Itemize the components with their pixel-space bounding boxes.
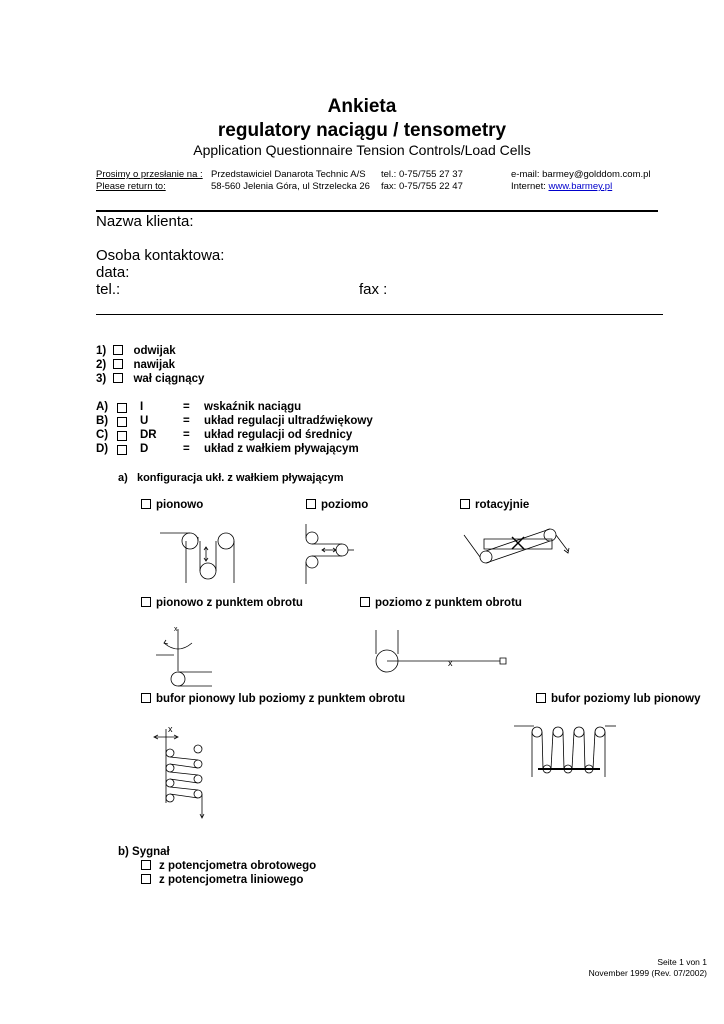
item-label: nawijak xyxy=(133,359,175,371)
checkbox[interactable] xyxy=(113,373,123,383)
checkbox[interactable] xyxy=(117,445,127,455)
application-item-3[interactable] xyxy=(96,373,204,385)
return-label-en: Please return to: xyxy=(96,181,166,192)
checkbox[interactable] xyxy=(306,499,316,509)
diagram-buffer xyxy=(512,722,617,780)
item-number: 2) xyxy=(96,359,107,371)
checkbox[interactable] xyxy=(117,417,127,427)
type-eq: = xyxy=(183,429,190,441)
company-address: 58-560 Jelenia Góra, ul Strzelecka 26 xyxy=(211,181,370,192)
page-subtitle-english: Application Questionnaire Tension Controls/Load Cells xyxy=(193,142,531,158)
option-label: bufor poziomy lub pionowy xyxy=(551,693,701,705)
option-horizontal[interactable] xyxy=(306,499,368,511)
application-item-2[interactable] xyxy=(96,359,175,371)
type-code: I xyxy=(140,401,144,413)
item-number: 3) xyxy=(96,373,107,385)
application-item-1[interactable] xyxy=(96,345,176,357)
page-number: Seite 1 von 1 xyxy=(657,957,707,967)
option-rotary[interactable] xyxy=(460,499,529,511)
item-label: wał ciągnący xyxy=(133,373,205,385)
checkbox[interactable] xyxy=(141,693,151,703)
type-desc: układ regulacji ultradźwiękowy xyxy=(204,415,373,427)
return-label-pl: Prosimy o przesłanie na : xyxy=(96,169,203,180)
contact-person-field: Osoba kontaktowa: xyxy=(96,247,225,264)
diagram-rotary-dancer xyxy=(462,525,572,570)
option-label: z potencjometra obrotowego xyxy=(159,860,317,872)
option-label: poziomo z punktem obrotu xyxy=(375,597,522,609)
diagram-vertical-pivot xyxy=(150,625,220,690)
option-label: bufor pionowy lub poziomy z punktem obrotu xyxy=(156,693,406,705)
tel-field: tel.: xyxy=(96,281,121,298)
form-divider xyxy=(96,314,663,315)
contact-email: e-mail: barmey@golddom.com.pl xyxy=(511,169,651,180)
contact-internet xyxy=(511,181,612,192)
option-label: rotacyjnie xyxy=(475,499,530,511)
signal-option-linear-pot[interactable] xyxy=(141,874,303,886)
type-letter: C) xyxy=(96,429,109,441)
checkbox[interactable] xyxy=(460,499,470,509)
internet-label: Internet: xyxy=(511,181,546,192)
checkbox[interactable] xyxy=(536,693,546,703)
checkbox[interactable] xyxy=(360,597,370,607)
section-a-title: konfiguracja ukł. z wałkiem pływającym xyxy=(136,472,344,484)
checkbox[interactable] xyxy=(113,345,123,355)
item-label: odwijak xyxy=(133,345,176,357)
type-code: D xyxy=(140,443,149,455)
type-eq: = xyxy=(183,401,190,413)
type-eq: = xyxy=(183,415,190,427)
diagram-horizontal-dancer xyxy=(300,522,360,587)
option-buffer-pivot[interactable] xyxy=(141,693,405,705)
section-a-heading xyxy=(118,472,344,484)
checkbox[interactable] xyxy=(141,874,151,884)
checkbox[interactable] xyxy=(141,860,151,870)
fax-field: fax : xyxy=(359,281,388,298)
header-divider xyxy=(96,210,658,212)
option-label: poziomo xyxy=(321,499,369,511)
type-letter: A) xyxy=(96,401,109,413)
signal-option-rotary-pot[interactable] xyxy=(141,860,316,872)
revision-date: November 1999 (Rev. 07/2002) xyxy=(588,968,707,978)
section-b-heading: b) Sygnał xyxy=(118,846,170,858)
section-a-number: a) xyxy=(118,472,128,484)
page-subtitle: regulatory naciągu / tensometry xyxy=(217,120,507,141)
checkbox[interactable] xyxy=(141,499,151,509)
option-buffer[interactable] xyxy=(536,693,700,705)
option-label: pionowo xyxy=(156,499,204,511)
option-vertical[interactable] xyxy=(141,499,203,511)
pivot-x-mark: x xyxy=(448,658,453,668)
checkbox[interactable] xyxy=(117,431,127,441)
type-code: U xyxy=(140,415,149,427)
date-field: data: xyxy=(96,264,130,281)
website-link[interactable]: www.barmey.pl xyxy=(548,181,613,192)
type-desc: układ z wałkiem pływającym xyxy=(204,443,359,455)
diagram-vertical-dancer xyxy=(150,525,250,590)
checkbox[interactable] xyxy=(141,597,151,607)
page-title: Ankieta xyxy=(327,96,397,117)
contact-tel: tel.: 0-75/755 27 37 xyxy=(381,169,463,180)
type-eq: = xyxy=(183,443,190,455)
checkbox[interactable] xyxy=(113,359,123,369)
diagram-buffer-pivot xyxy=(150,725,215,820)
diagram-horizontal-pivot xyxy=(372,628,512,678)
type-letter: D) xyxy=(96,443,109,455)
option-label: pionowo z punktem obrotu xyxy=(156,597,303,609)
type-letter: B) xyxy=(96,415,109,427)
type-desc: układ regulacji od średnicy xyxy=(204,429,353,441)
contact-fax: fax: 0-75/755 22 47 xyxy=(381,181,463,192)
type-desc: wskaźnik naciągu xyxy=(204,401,302,413)
option-label: z potencjometra liniowego xyxy=(159,874,304,886)
client-name-field: Nazwa klienta: xyxy=(96,213,194,230)
option-vertical-pivot[interactable] xyxy=(141,597,303,609)
pivot-x-mark: x xyxy=(168,724,173,734)
option-horizontal-pivot[interactable] xyxy=(360,597,522,609)
type-code: DR xyxy=(140,429,157,441)
checkbox[interactable] xyxy=(117,403,127,413)
pivot-x-mark: x xyxy=(174,626,178,633)
item-number: 1) xyxy=(96,345,107,357)
company-name: Przedstawiciel Danarota Technic A/S xyxy=(211,169,366,180)
